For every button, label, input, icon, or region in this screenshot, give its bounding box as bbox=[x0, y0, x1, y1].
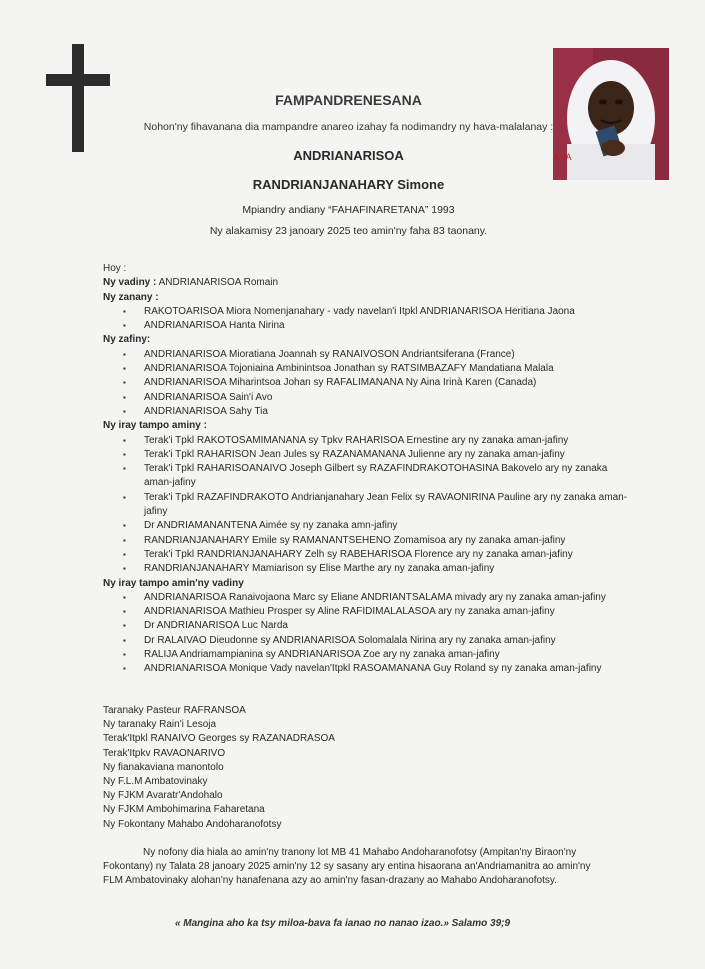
list-item: ▪ RALIJA Andriamampianina sy ANDRIANARISOA Zoe ary ny zanaka aman-jafiny bbox=[103, 648, 633, 662]
list-item: ▪ ANDRIANARISOA Miharintsoa Johan sy RAFALIMANANA Ny Aina Irinà Karen (Canada) bbox=[103, 376, 633, 390]
list-item: ▪ ANDRIANARISOA Sain'i Avo bbox=[103, 391, 633, 405]
list-item: ▪ ANDRIANARISOA Ranaivojaona Marc sy Eliane ANDRIANTSALAMA mivady ary ny zanaka aman-jafiny bbox=[103, 591, 633, 605]
notice-title: FAMPANDRENESANA bbox=[275, 92, 422, 108]
ack-line: Ny fianakaviana manontolo bbox=[103, 761, 224, 773]
hoy-label: Hoy : bbox=[103, 263, 127, 274]
ack-line: Terak'Itpkl RANAIVO Georges sy RAZANADRASOA bbox=[103, 733, 335, 745]
list-item: ▪ Dr RALAIVAO Dieudonne sy ANDRIANARISOA Solomalala Nirina ary ny zanaka aman-jafiny bbox=[103, 634, 633, 648]
list-item: ▪ ANDRIANARISOA Hanta Nirina bbox=[103, 319, 633, 333]
zanany-label: Ny zanany : bbox=[103, 291, 159, 303]
family-list bbox=[103, 262, 633, 677]
list-item: ▪ Terak'i Tpkl RANDRIANJANAHARY Zelh sy RABEHARISOA Florence ary ny zanaka aman-jafiny bbox=[103, 548, 633, 562]
list-item: ▪ ANDRIANARISOA Monique Vady navelan'Itpkl RASOAMANANA Guy Roland sy ny zanaka aman-jafiny bbox=[103, 662, 633, 676]
list-item: ▪ Terak'i Tpkl RAHARISON Jean Jules sy RAZANAMANANA Julienne ary ny zanaka aman-jafiny bbox=[103, 448, 633, 462]
deceased-surname: ANDRIANARISOA bbox=[293, 148, 404, 163]
vadiny-label: Ny vadiny : bbox=[103, 277, 157, 289]
ack-line: Ny FJKM Ambohimarina Faharetana bbox=[103, 804, 265, 816]
tampo-vadiny-list bbox=[103, 591, 633, 677]
vadiny-line bbox=[103, 276, 633, 290]
vadiny-value: ANDRIANARISOA Romain bbox=[158, 277, 279, 289]
zanany-list bbox=[103, 305, 633, 334]
funeral-details: Ny nofony dia hiala ao amin'ny tranony lot MB 41 Mahabo Andoharanofotsy (Ampitan'ny Biraon'ny Fokontany) ny Talata 28 janoary 2025 amin'ny 12 sy sasany ary entina hisaorana an'Andriamanitra ao amin'ny FLM Ambatovinaky alohan'ny hanafenana azy ao amin'ny fasan-drazany ao Mahabo Andoharanofotsy. bbox=[103, 847, 591, 887]
list-item: ▪ Terak'i Tpkl RAZAFINDRAKOTO Andrianjanahary Jean Felix sy RAVAONIRINA Pauline ary ny zanaka aman-jafiny bbox=[103, 491, 633, 520]
bible-quote: « Mangina aho ka tsy miloa-bava fa ianao no nanao izao.» Salamo 39;9 bbox=[174, 918, 511, 929]
ack-line: Ny FJKM Avaratr'Andohalo bbox=[103, 790, 223, 802]
ack-line: Taranaky Pasteur RAFRANSOA bbox=[103, 705, 246, 716]
zafiny-list bbox=[103, 348, 633, 419]
tampo-vadiny-label: Ny iray tampo amin'ny vadiny bbox=[103, 577, 244, 589]
list-item: ▪ RANDRIANJANAHARY Mamiarison sy Elise Marthe ary ny zanaka aman-jafiny bbox=[103, 562, 633, 576]
ack-line: Ny taranaky Rain'i Lesoja bbox=[103, 719, 217, 731]
list-item: ▪ Dr ANDRIANARISOA Luc Narda bbox=[103, 619, 633, 633]
acknowledgements bbox=[103, 704, 335, 832]
svg-text:A JA: A JA bbox=[553, 152, 572, 162]
list-item: ▪ ANDRIANARISOA Mioratiana Joannah sy RANAIVOSON Andriantsiferana (France) bbox=[103, 348, 633, 362]
zafiny-label: Ny zafiny: bbox=[103, 334, 151, 346]
intro-text: Nohon'ny fihavanana dia mampandre anareo izahay fa nodimandry ny hava-malalanay : bbox=[143, 121, 554, 133]
list-item: ▪ ANDRIANARISOA Mathieu Prosper sy Aline RAFIDIMALALASOA ary ny zanaka aman-jafiny bbox=[103, 605, 633, 619]
list-item: ▪ ANDRIANARISOA Tojoniaina Ambinintsoa Jonathan sy RATSIMBAZAFY Mandatiana Malala bbox=[103, 362, 633, 376]
list-item: ▪ RANDRIANJANAHARY Emile sy RAMANANTSEHENO Zomamisoa ary ny zanaka aman-jafiny bbox=[103, 534, 633, 548]
death-date-line: Ny alakamisy 23 janoary 2025 teo amin'ny faha 83 taonany. bbox=[209, 225, 488, 237]
list-item: ▪ RAKOTOARISOA Miora Nomenjanahary - vady navelan'i Itpkl ANDRIANARISOA Heritiana Jaona bbox=[103, 305, 633, 319]
ack-line: Ny Fokontany Mahabo Andoharanofotsy bbox=[103, 818, 282, 830]
list-item: ▪ Terak'i Tpkl RAKOTOSAMIMANANA sy Tpkv RAHARISOA Ernestine ary ny zanaka aman-jafiny bbox=[103, 434, 633, 448]
tampo-aminy-list bbox=[103, 434, 633, 577]
ack-line: Terak'Itpkv RAVAONARIVO bbox=[103, 747, 226, 759]
list-item: ▪ ANDRIANARISOA Sahy Tia bbox=[103, 405, 633, 419]
tampo-aminy-label: Ny iray tampo aminy : bbox=[103, 420, 207, 432]
deceased-role: Mpiandry andiany “FAHAFINARETANA” 1993 bbox=[242, 204, 455, 216]
list-item: ▪ Terak'i Tpkl RAHARISOANAIVO Joseph Gilbert sy RAZAFINDRAKOTOHASINA Bakovelo ary ny zanaka aman-jafiny bbox=[103, 462, 633, 491]
ack-line: Ny F.L.M Ambatovinaky bbox=[103, 776, 208, 788]
deceased-name: RANDRIANJANAHARY Simone bbox=[252, 177, 445, 192]
list-item: ▪ Dr ANDRIAMANANTENA Aimée sy ny zanaka amn-jafiny bbox=[103, 519, 633, 533]
